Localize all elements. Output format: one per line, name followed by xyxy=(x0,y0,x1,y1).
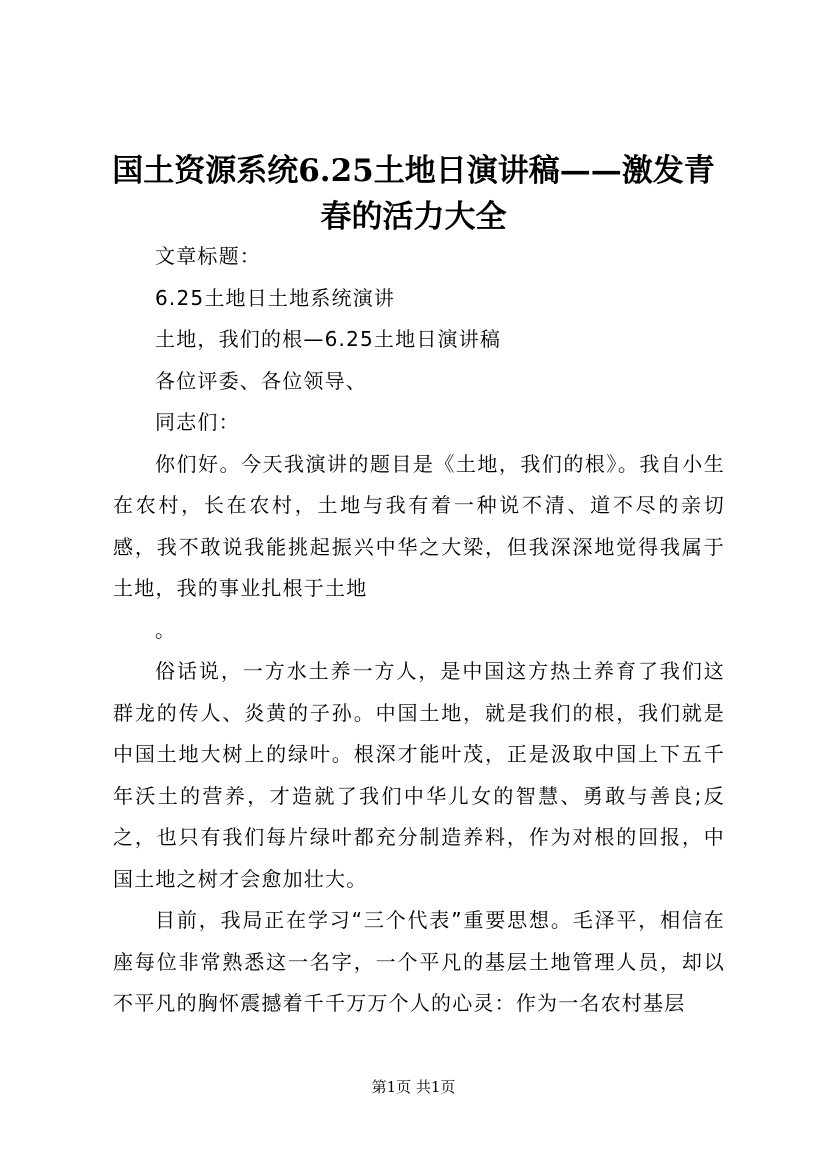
document-body xyxy=(113,236,725,1025)
paragraph-period: 。 xyxy=(155,617,177,642)
paragraph-current-study: 目前，我局正在学习“三个代表”重要思想。毛泽平，相信在座每位非常熟悉这一名字，一个平凡的基层土地管理人员，却以不平凡的胸怀震撼着千千万万个人的心灵：作为一名农村基层 xyxy=(113,908,725,1015)
paragraph-salutation-comrades: 同志们： xyxy=(155,410,240,434)
paragraph-greeting: 你们好。今天我演讲的题目是《土地，我们的根》。我自小生在农村，长在农村，土地与我有着一种说不清、道不尽的亲切感，我不敢说我能挑起振兴中华之大梁，但我深深地觉得我属于土地，我的事业扎根于土地 xyxy=(113,451,725,600)
paragraph-subtitle: 6.25土地日土地系统演讲 xyxy=(155,285,396,310)
paragraph-proverb: 俗话说，一方水土养一方人，是中国这方热土养育了我们这群龙的传人、炎黄的子孙。中国土地，就是我们的根，我们就是中国土地大树上的绿叶。根深才能叶茂，正是汲取中国上下五千年沃土的营养，才造就了我们中华儿女的智慧、勇敢与善良;反之，也只有我们每片绿叶都充分制造养料，作为对根的回报，中国土地之树才会愈加壮大。 xyxy=(113,659,725,891)
paragraph-article-heading-label: 文章标题： xyxy=(155,244,261,268)
document-title: 国土资源系统6.25土地日演讲稿——激发青春的活力大全 xyxy=(112,153,715,235)
page-footer: 第1页 共1页 xyxy=(371,1078,456,1096)
paragraph-salutation: 各位评委、各位领导、 xyxy=(155,368,367,393)
paragraph-speech-title: 土地，我们的根—6.25土地日演讲稿 xyxy=(155,327,502,351)
